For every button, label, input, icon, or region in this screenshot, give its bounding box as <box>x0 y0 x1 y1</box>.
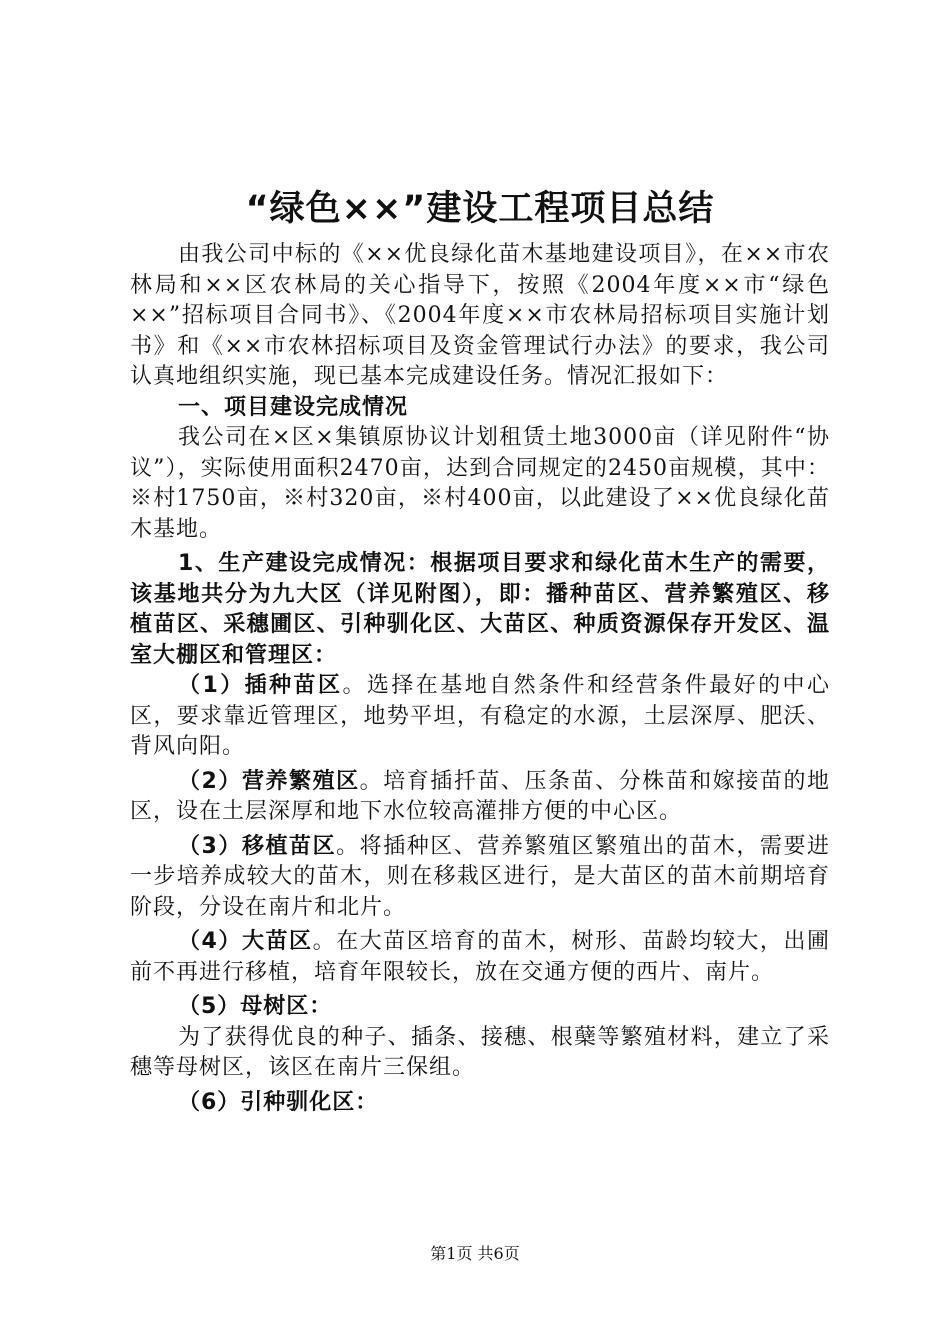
item5-label: （5）母树区： <box>178 994 333 1019</box>
intro-paragraph: 由我公司中标的《××优良绿化苗木基地建设项目》，在××市农林局和××区农林局的关心指导下，按照《2004年度××市“绿色××”招标项目合同书》、《2004年度××市农林局招标项目实施计划书》和《××市农林招标项目及资金管理试行办法》的要求，我公司认真地组织实施，现已基本完成建设任务。情况汇报如下： <box>130 242 830 389</box>
section-heading: 一、项目建设完成情况 <box>178 394 409 420</box>
section-paragraph: 我公司在×区×集镇原协议计划租赁土地3000亩（详见附件“协议”），实际使用面积2470亩，达到合同规定的2450亩规模，其中：※村1750亩，※村320亩，※村400亩，以此建设了××优良绿化苗木基地。 <box>130 425 830 542</box>
page-footer: 第1页 共6页 <box>430 1244 520 1263</box>
item-text: 。培育插扦苗、压条苗、分株苗和嫁接苗的地区，设在土层深厚和地下水位较高灌排方便的中心区。 <box>130 768 830 824</box>
item-text: 。选择在基地自然条件和经营条件最好的中心区，要求靠近管理区，地势平坦，有稳定的水源，土层深厚、肥沃、背风向阳。 <box>130 673 830 759</box>
item5-text: 为了获得优良的种子、插条、接穗、根蘖等繁殖材料，建立了采穗等母树区，该区在南片三保组。 <box>130 1024 830 1080</box>
document-page <box>130 180 830 1118</box>
item-text: 。在大苗区培育的苗木，树形、苗龄均较大，出圃前不再进行移植，培育年限较长，放在交通方便的西片、南片。 <box>130 929 830 985</box>
list-item <box>130 832 830 924</box>
item-label: （3）移植苗区 <box>178 833 337 859</box>
list-item <box>130 767 830 828</box>
item-label: （1）插种苗区 <box>178 673 343 698</box>
list-item <box>130 927 830 988</box>
subsection-paragraph: 1、生产建设完成情况：根据项目要求和绿化苗木生产的需要，该基地共分为九大区（详见附图），即：播种苗区、营养繁殖区、移植苗区、采穗圃区、引种驯化区、大苗区、种质资源保存开发区、温室大棚区和管理区： <box>130 551 830 668</box>
item-label: （4）大苗区 <box>178 929 313 954</box>
item6-label: （6）引种驯化区： <box>178 1089 379 1115</box>
item-text: 。将插种区、营养繁殖区繁殖出的苗木，需要进一步培养成较大的苗木，则在移栽区进行，是大苗区的苗木前期培育阶段，分设在南片和北片。 <box>130 833 830 920</box>
document-title: “绿色××”建设工程项目总结 <box>245 189 715 229</box>
item-label: （2）营养繁殖区 <box>178 768 360 794</box>
list-item <box>130 671 830 763</box>
